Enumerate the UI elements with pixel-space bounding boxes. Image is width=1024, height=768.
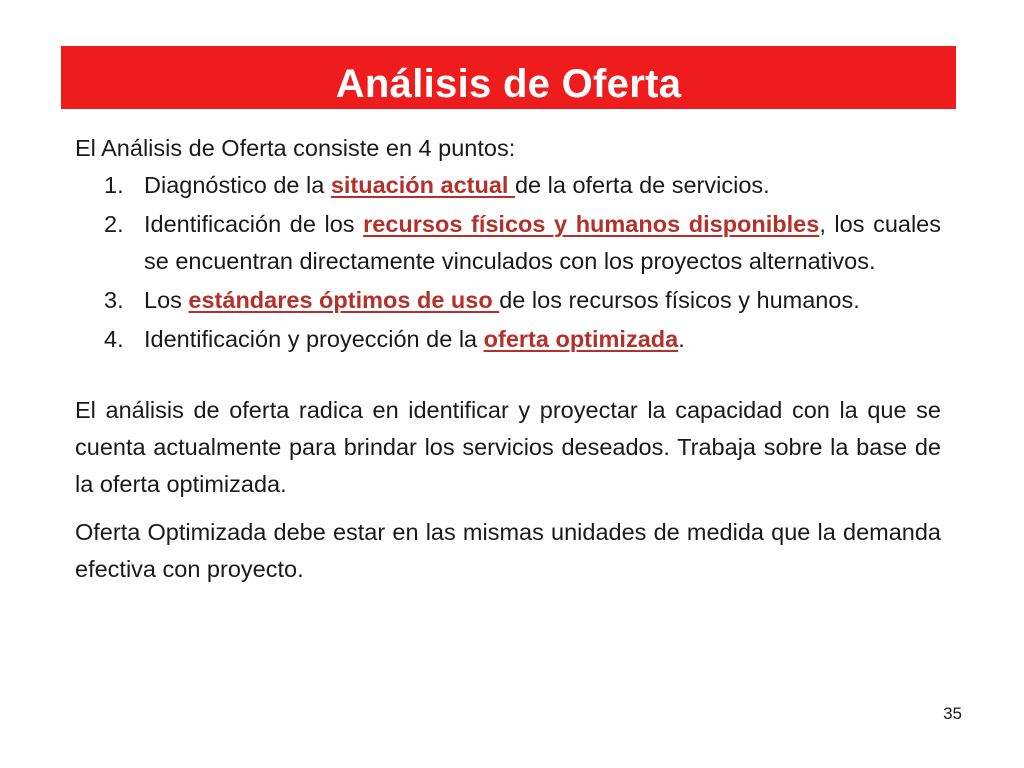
list-number: 1. [104, 172, 124, 198]
title-bar [61, 46, 956, 109]
page-number: 35 [943, 704, 962, 723]
list-item-text [144, 321, 941, 358]
highlighted-term: recursos físicos y humanos disponibles [363, 211, 820, 237]
list-number: 3. [104, 287, 124, 313]
list-item-4 [75, 321, 941, 358]
list-item-2 [75, 206, 941, 280]
item-text-before: Identificación y proyección de la [144, 326, 484, 352]
item-text-before: Identificación de los [144, 211, 364, 237]
list-item-3 [75, 282, 941, 319]
list-item-1 [75, 167, 941, 204]
highlighted-term: oferta optimizada [483, 326, 679, 352]
paragraph-optimized-offer: Oferta Optimizada debe estar en las mismas unidades de medida que la demanda efectiva con proyecto. [75, 519, 941, 582]
list-number: 4. [104, 326, 124, 352]
list-number: 2. [104, 211, 124, 237]
list-item-text [144, 206, 941, 280]
item-text-before: Los [144, 287, 189, 313]
item-text-before: Diagnóstico de la [144, 172, 331, 198]
item-text-after: . [678, 326, 685, 352]
item-text-after: de la oferta de servicios. [514, 172, 770, 198]
intro-text: El Análisis de Oferta consiste en 4 puntos: [75, 135, 516, 161]
list-item-text [144, 282, 941, 319]
list-item-text [144, 167, 941, 204]
slide-title: Análisis de Oferta [335, 62, 682, 106]
paragraph-analysis: El análisis de oferta radica en identificar y proyectar la capacidad con la que se cuenta actualmente para brindar los servicios deseados. Trabaja sobre la base de la oferta optimizada. [75, 397, 941, 497]
slide-body [75, 130, 941, 588]
item-text-after: , los cuales se encuentran directamente vinculados con los proyectos alternativos. [144, 211, 941, 274]
item-text-after: de los recursos físicos y humanos. [499, 287, 860, 313]
highlighted-term: situación actual [330, 172, 515, 198]
highlighted-term: estándares óptimos de uso [188, 287, 500, 313]
points-list [75, 167, 941, 358]
